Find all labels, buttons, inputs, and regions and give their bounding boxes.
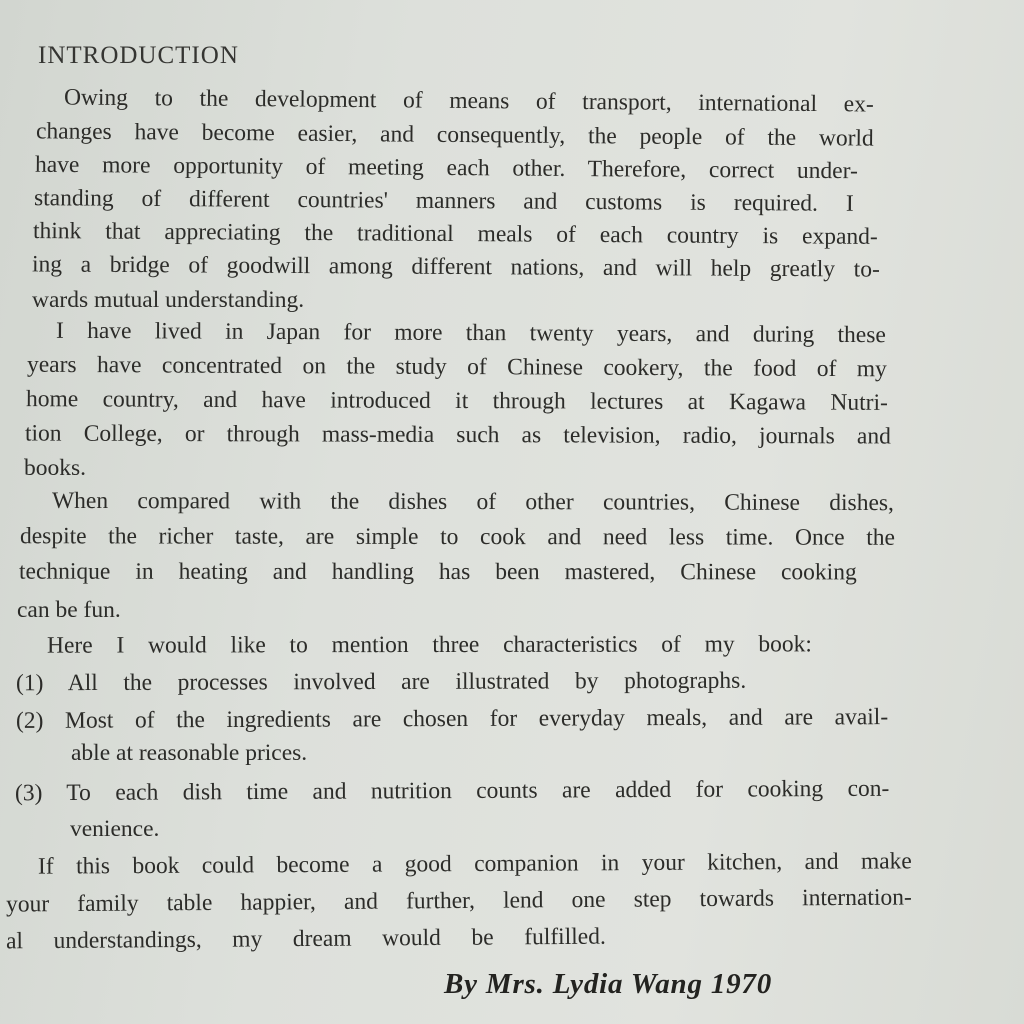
body-line: your family table happier, and further, lend one step towards internation- bbox=[5, 884, 912, 918]
list-item-3: (3) To each dish time and nutrition counts are added for cooking con- bbox=[14, 775, 890, 807]
list-item-2: (2) Most of the ingredients are chosen for everyday meals, and are avail- bbox=[15, 704, 889, 734]
body-line: wards mutual understanding. bbox=[32, 287, 305, 313]
body-line: standing of different countries' manners and customs is required. I bbox=[33, 185, 854, 217]
body-line: can be fun. bbox=[17, 597, 121, 623]
body-line: When compared with the dishes of other countries, Chinese dishes, bbox=[51, 487, 894, 517]
body-line: despite the richer taste, are simple to cook and need less time. Once the bbox=[19, 523, 895, 551]
body-line: I have lived in Japan for more than twenty years, and during these bbox=[55, 317, 886, 349]
body-line: technique in heating and handling has been mastered, Chinese cooking bbox=[18, 558, 857, 586]
body-line: tion College, or through mass-media such as television, radio, journals and bbox=[24, 420, 891, 450]
page-heading: INTRODUCTION bbox=[38, 42, 239, 69]
body-line: books. bbox=[24, 455, 87, 481]
body-line: Here I would like to mention three characteristics of my book: bbox=[46, 631, 812, 659]
body-line: Owing to the development of means of transport, international ex- bbox=[63, 84, 874, 118]
body-line: home country, and have introduced it through lectures at Kagawa Nutri- bbox=[25, 386, 888, 416]
body-line: If this book could become a good companion in your kitchen, and make bbox=[37, 848, 912, 880]
body-line: al understandings, my dream would be fulfilled. bbox=[5, 923, 606, 955]
list-item-1: (1) All the processes involved are illustrated by photographs. bbox=[15, 667, 747, 697]
body-line: think that appreciating the traditional meals of each country is expand- bbox=[32, 218, 878, 250]
author-signature: By Mrs. Lydia Wang 1970 bbox=[444, 968, 773, 1000]
list-item-3-continuation: venience. bbox=[70, 816, 160, 842]
list-item-2-continuation: able at reasonable prices. bbox=[71, 740, 308, 766]
body-line: have more opportunity of meeting each other. Therefore, correct under- bbox=[34, 151, 858, 185]
body-line: changes have become easier, and consequently, the people of the world bbox=[35, 118, 874, 152]
body-line: ing a bridge of goodwill among different nations, and will help greatly to- bbox=[31, 251, 880, 283]
body-line: years have concentrated on the study of Chinese cookery, the food of my bbox=[26, 351, 887, 383]
